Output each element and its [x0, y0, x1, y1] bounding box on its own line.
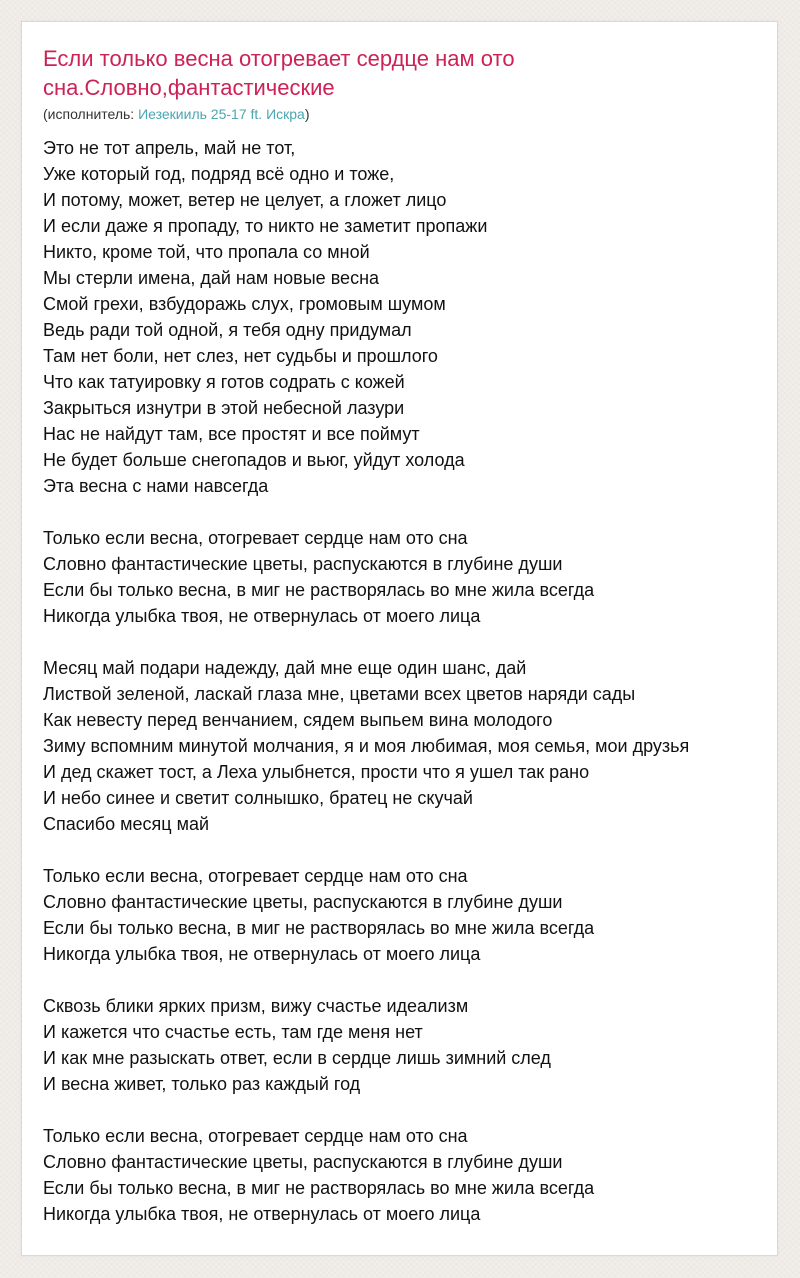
lyric-line: И небо синее и светит солнышко, братец не скучай: [43, 788, 473, 808]
lyric-line: И весна живет, только раз каждый год: [43, 1074, 361, 1094]
lyric-line: Как невесту перед венчанием, сядем выпьем вина молодого: [43, 710, 553, 730]
lyric-line: Если бы только весна, в миг не растворялась во мне жила всегда: [43, 1178, 595, 1198]
lyric-line: Только если весна, отогревает сердце нам ото сна: [43, 528, 468, 548]
lyrics-card: [21, 21, 778, 1256]
lyric-line: Никогда улыбка твоя, не отвернулась от моего лица: [43, 606, 481, 626]
lyric-line: Сквозь блики ярких призм, вижу счастье идеализм: [43, 996, 469, 1016]
artist-link-primary[interactable]: Иезекииль 25-17: [138, 106, 247, 122]
lyric-line: Смой грехи, взбудоражь слух, громовым шумом: [43, 294, 446, 314]
lyric-line: Никто, кроме той, что пропала со мной: [43, 242, 370, 262]
lyric-line: Эта весна с нами навсегда: [43, 476, 269, 496]
artist-meta: [43, 105, 310, 123]
lyric-line: Никогда улыбка твоя, не отвернулась от моего лица: [43, 944, 481, 964]
lyric-line: Словно фантастические цветы, распускаются в глубине души: [43, 554, 563, 574]
lyrics-stanza: [43, 655, 768, 837]
lyric-line: Месяц май подари надежду, дай мне еще один шанс, дай: [43, 658, 527, 678]
song-title: Если только весна отогревает сердце нам ото сна.Словно,фантастические: [43, 46, 515, 100]
lyrics-stanza: [43, 993, 768, 1097]
lyric-line: И если даже я пропаду, то никто не заметит пропажи: [43, 216, 488, 236]
lyric-line: Закрыться изнутри в этой небесной лазури: [43, 398, 405, 418]
lyrics-stanza: [43, 863, 768, 967]
lyric-line: Спасибо месяц май: [43, 814, 210, 834]
lyric-line: Не будет больше снегопадов и вьюг, уйдут холода: [43, 450, 465, 470]
lyric-line: Только если весна, отогревает сердце нам ото сна: [43, 866, 468, 886]
lyric-line: Если бы только весна, в миг не растворялась во мне жила всегда: [43, 918, 595, 938]
artist-joiner: ft.: [246, 106, 267, 122]
lyric-line: Никогда улыбка твоя, не отвернулась от моего лица: [43, 1204, 481, 1224]
lyrics-stanza: [43, 525, 768, 629]
lyric-line: Словно фантастические цветы, распускаются в глубине души: [43, 892, 563, 912]
artist-link-featured[interactable]: Искра: [266, 106, 305, 122]
lyric-line: Уже который год, подряд всё одно и тоже,: [43, 164, 395, 184]
lyric-line: Нас не найдут там, все простят и все поймут: [43, 424, 420, 444]
artist-meta-prefix: (исполнитель:: [43, 106, 139, 122]
lyric-line: И кажется что счастье есть, там где меня нет: [43, 1022, 423, 1042]
lyric-line: И дед скажет тост, а Леха улыбнется, прости что я ушел так рано: [43, 762, 590, 782]
lyrics-stanza: [43, 135, 768, 499]
lyric-line: Мы стерли имена, дай нам новые весна: [43, 268, 380, 288]
artist-meta-suffix: ): [304, 106, 310, 122]
lyric-line: Листвой зеленой, ласкай глаза мне, цветами всех цветов наряди сады: [43, 684, 636, 704]
lyrics-body: [43, 135, 768, 1253]
lyric-line: И как мне разыскать ответ, если в сердце лишь зимний след: [43, 1048, 551, 1068]
lyric-line: Ведь ради той одной, я тебя одну придумал: [43, 320, 412, 340]
lyric-line: Только если весна, отогревает сердце нам ото сна: [43, 1126, 468, 1146]
lyric-line: Там нет боли, нет слез, нет судьбы и прошлого: [43, 346, 438, 366]
lyric-line: Если бы только весна, в миг не растворялась во мне жила всегда: [43, 580, 595, 600]
lyric-line: Это не тот апрель, май не тот,: [43, 138, 296, 158]
lyrics-stanza: [43, 1123, 768, 1227]
lyric-line: И потому, может, ветер не целует, а гложет лицо: [43, 190, 447, 210]
lyric-line: Словно фантастические цветы, распускаются в глубине души: [43, 1152, 563, 1172]
lyric-line: Зиму вспомним минутой молчания, я и моя любимая, моя семья, мои друзья: [43, 736, 690, 756]
lyric-line: Что как татуировку я готов содрать с кожей: [43, 372, 405, 392]
